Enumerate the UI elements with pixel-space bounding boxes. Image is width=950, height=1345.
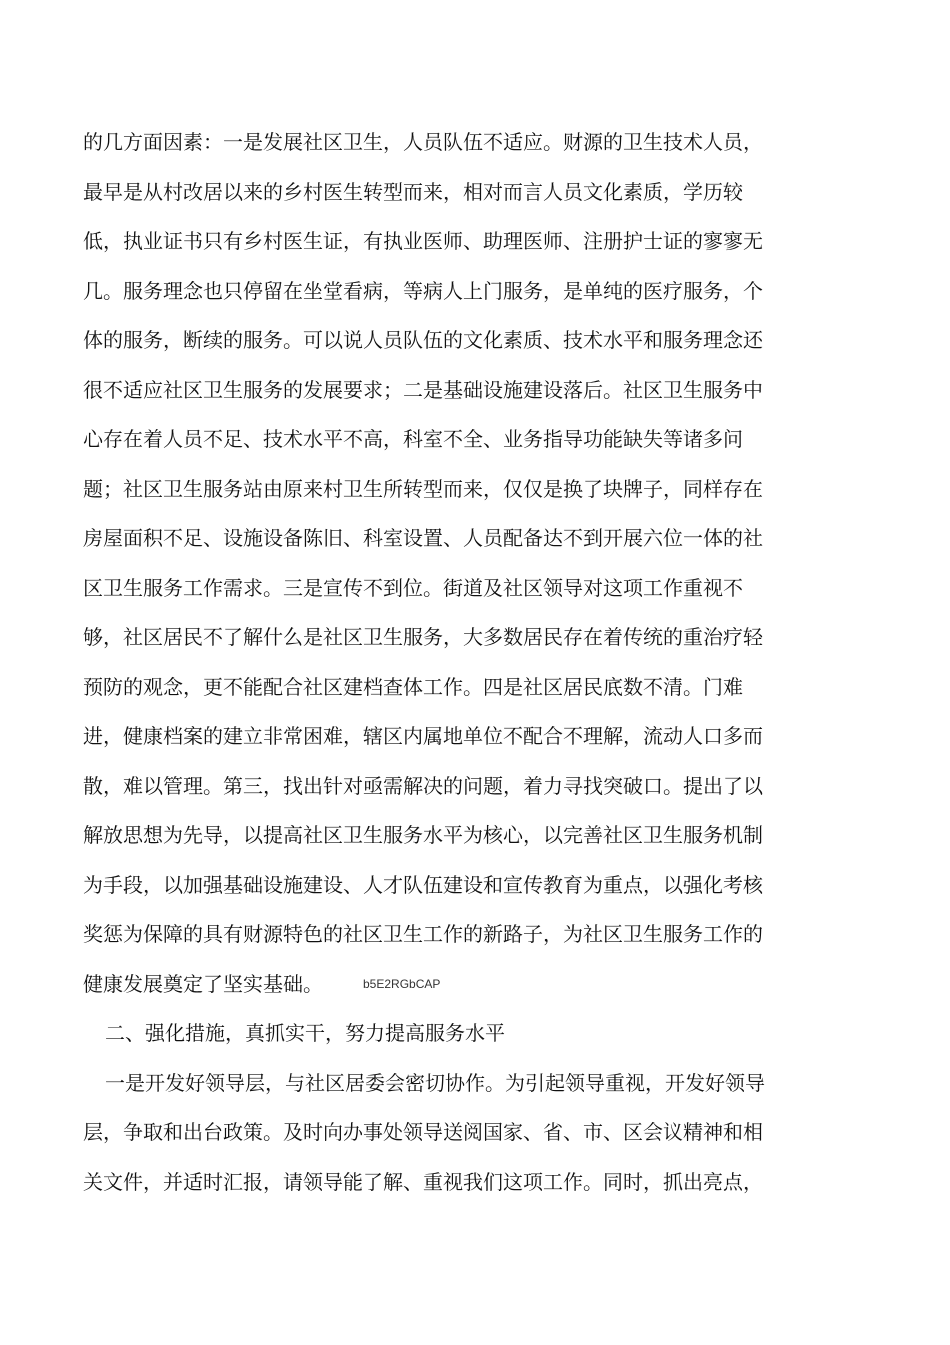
paragraph-line: 区卫生服务工作需求。三是宣传不到位。街道及社区领导对这项工作重视不 — [83, 575, 743, 600]
paragraph-line: 题；社区卫生服务站由原来村卫生所转型而来，仅仅是换了块牌子，同样存在 — [83, 476, 763, 501]
paragraph-line: 进，健康档案的建立非常困难，辖区内属地单位不配合不理解，流动人口多而 — [83, 724, 763, 748]
paragraph-line: 够，社区居民不了解什么是社区卫生服务，大多数居民存在着传统的重治疗轻 — [83, 625, 763, 649]
paragraph-line: 为手段，以加强基础设施建设、人才队伍建设和宣传教育为重点，以强化考核 — [83, 872, 763, 897]
paragraph-line: 预防的观念，更不能配合社区建档查体工作。四是社区居民底数不清。门难 — [83, 674, 743, 699]
paragraph-line: 层，争取和出台政策。及时向办事处领导送阅国家、省、市、区会议精神和相 — [83, 1120, 763, 1144]
paragraph-line: 的几方面因素：一是发展社区卫生，人员队伍不适应。财源的卫生技术人员， — [83, 130, 763, 154]
paragraph-line: 一是开发好领导层，与社区居委会密切协作。为引起领导重视，开发好领导 — [105, 1070, 765, 1095]
paragraph-last-line — [83, 960, 803, 1010]
paragraph-line: 几。服务理念也只停留在坐堂看病，等病人上门服务，是单纯的医疗服务，个 — [83, 278, 763, 303]
paragraph-line: 奖惩为保障的具有财源特色的社区卫生工作的新路子，为社区卫生服务工作的 — [83, 922, 763, 946]
paragraph-line: 体的服务，断续的服务。可以说人员队伍的文化素质、技术水平和服务理念还 — [83, 328, 763, 352]
paragraph-line: 心存在着人员不足、技术水平不高，科室不全、业务指导功能缺失等诸多问 — [83, 427, 743, 451]
paragraph-line: 低，执业证书只有乡村医生证，有执业医师、助理医师、注册护士证的寥寥无 — [83, 229, 763, 253]
document-body — [83, 118, 803, 1207]
paragraph-line: 房屋面积不足、设施设备陈旧、科室设置、人员配备达不到开展六位一体的社 — [83, 526, 763, 550]
paragraph-line: 散，难以管理。第三，找出针对亟需解决的问题，着力寻找突破口。提出了以 — [83, 773, 763, 798]
paragraph-line: 很不适应社区卫生服务的发展要求；二是基础设施建设落后。社区卫生服务中 — [83, 377, 763, 402]
paragraph-last-text: 健康发展奠定了坚实基础。 — [83, 971, 323, 996]
document-code: b5E2RGbCAP — [363, 977, 441, 992]
paragraph-line: 解放思想为先导，以提高社区卫生服务水平为核心，以完善社区卫生服务机制 — [83, 823, 763, 847]
paragraph-line: 最早是从村改居以来的乡村医生转型而来，相对而言人员文化素质，学历较 — [83, 179, 743, 204]
section-heading: 二、强化措施，真抓实干，努力提高服务水平 — [105, 1021, 505, 1045]
paragraph-line: 关文件，并适时汇报，请领导能了解、重视我们这项工作。同时，抓出亮点， — [83, 1169, 763, 1194]
